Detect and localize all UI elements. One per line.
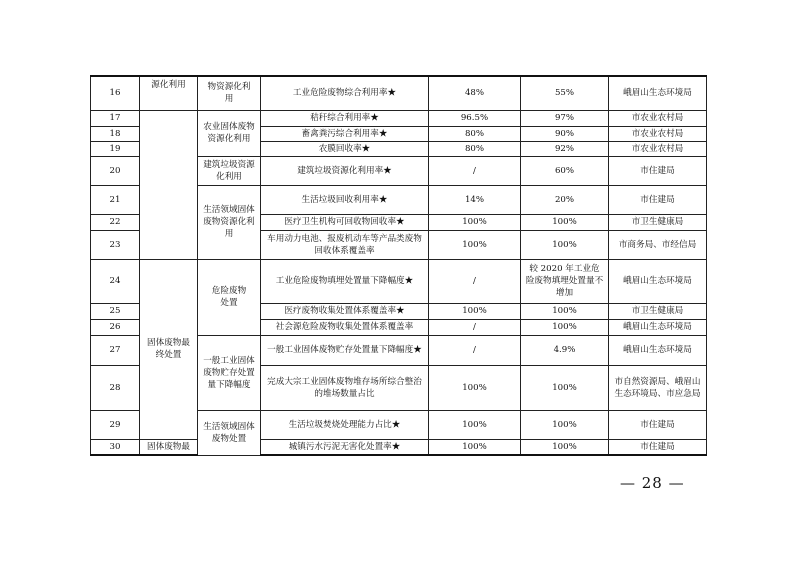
- row-number: 30: [91, 439, 140, 455]
- value-2020: 96.5%: [429, 110, 521, 126]
- department-cell: 峨眉山生态环境局: [609, 259, 707, 303]
- indicator-cell: 畜禽粪污综合利用率★: [261, 126, 429, 141]
- department-cell: 市卫生健康局: [609, 303, 707, 319]
- value-2025-text: 较 2020 年工业危险废物填埋处置量不增加: [525, 264, 604, 298]
- value-2025: 92%: [521, 141, 609, 156]
- value-2025: 97%: [521, 110, 609, 126]
- value-2020: 80%: [429, 141, 521, 156]
- indicator-cell: 建筑垃圾资源化利用率★: [261, 156, 429, 185]
- row-number: 25: [91, 303, 140, 319]
- row-number: 21: [91, 185, 140, 214]
- indicator-cell: 完成大宗工业固体废物堆存场所综合整治的堆场数量占比: [261, 365, 429, 410]
- subcategory-cell: [198, 110, 261, 156]
- department-cell: 市农业农村局: [609, 126, 707, 141]
- value-2025: 100%: [521, 439, 609, 455]
- category-cell: [140, 259, 198, 439]
- value-2020: 100%: [429, 303, 521, 319]
- row-number: 18: [91, 126, 140, 141]
- value-2020: /: [429, 259, 521, 303]
- subcategory-cell: [198, 259, 261, 335]
- subcategory-cell: [198, 156, 261, 185]
- department-cell: 市商务局、市经信局: [609, 230, 707, 259]
- value-2020: 14%: [429, 185, 521, 214]
- value-2020: 100%: [429, 439, 521, 455]
- value-2025: 60%: [521, 156, 609, 185]
- subcategory-label: 建筑垃圾资源化利用: [203, 159, 255, 182]
- department-cell: 市住建局: [609, 410, 707, 439]
- row-number: 17: [91, 110, 140, 126]
- indicator-cell: 生活垃圾回收利用率★: [261, 185, 429, 214]
- category-cell: 源化利用: [140, 76, 198, 110]
- subcategory-cell: [198, 410, 261, 455]
- row-number: 22: [91, 214, 140, 230]
- page-number: — 28 —: [620, 474, 685, 492]
- row-number: 24: [91, 259, 140, 303]
- indicator-cell: 医疗卫生机构可回收物回收率★: [261, 214, 429, 230]
- category-label: 固体废物最终处置: [147, 338, 190, 360]
- value-2020: /: [429, 335, 521, 365]
- indicator-cell: 生活垃圾焚烧处理能力占比★: [261, 410, 429, 439]
- indicator-cell: 医疗废物收集处置体系覆盖率★: [261, 303, 429, 319]
- indicator-cell: 一般工业固体废物贮存处置量下降幅度★: [261, 335, 429, 365]
- table-row: [91, 76, 707, 110]
- row-number: 19: [91, 141, 140, 156]
- subcategory-label: 农业固体废物资源化利用: [203, 122, 255, 144]
- row-number: 27: [91, 335, 140, 365]
- value-2025: 100%: [521, 365, 609, 410]
- indicator-cell: 工业危险废物综合利用率★: [261, 76, 429, 110]
- row-number: 20: [91, 156, 140, 185]
- value-2025: 20%: [521, 185, 609, 214]
- department-cell: 峨眉山生态环境局: [609, 319, 707, 335]
- department-cell: 市住建局: [609, 185, 707, 214]
- category-cell: 固体废物最: [140, 439, 198, 455]
- value-2025: 100%: [521, 303, 609, 319]
- subcategory-label: 生活领域固体废物资源化利用: [203, 205, 255, 239]
- department-cell: 市农业农村局: [609, 110, 707, 126]
- department-cell: 市农业农村局: [609, 141, 707, 156]
- subcategory-cell: [198, 76, 261, 110]
- value-2025: 100%: [521, 319, 609, 335]
- subcategory-label: 一般工业固体废物贮存处置量下降幅度: [203, 355, 255, 390]
- value-2020: /: [429, 156, 521, 185]
- row-number: 26: [91, 319, 140, 335]
- department-cell: 市住建局: [609, 439, 707, 455]
- department-cell: 市住建局: [609, 156, 707, 185]
- value-2025: 4.9%: [521, 335, 609, 365]
- category-cell-empty: [140, 110, 198, 259]
- row-number: 29: [91, 410, 140, 439]
- indicator-table: [90, 75, 707, 456]
- subcategory-cell: [198, 185, 261, 259]
- table-row: [91, 110, 707, 126]
- department-cell: 市自然资源局、峨眉山生态环境局、市应急局: [609, 365, 707, 410]
- row-number: 23: [91, 230, 140, 259]
- indicator-cell: 社会源危险废物收集处置体系覆盖率: [261, 319, 429, 335]
- subcategory-label: 危险废物处置: [211, 286, 247, 308]
- table-row: [91, 439, 707, 455]
- value-2025: [521, 259, 609, 303]
- value-2025: 90%: [521, 126, 609, 141]
- subcategory-cell: [198, 335, 261, 410]
- value-2020: 100%: [429, 214, 521, 230]
- row-number: 16: [91, 76, 140, 110]
- value-2020: 100%: [429, 365, 521, 410]
- department-cell: 峨眉山生态环境局: [609, 335, 707, 365]
- row-number: 28: [91, 365, 140, 410]
- indicator-cell: 城镇污水污泥无害化处置率★: [261, 439, 429, 455]
- value-2025: 55%: [521, 76, 609, 110]
- value-2020: /: [429, 319, 521, 335]
- value-2025: 100%: [521, 214, 609, 230]
- indicator-cell: 农膜回收率★: [261, 141, 429, 156]
- value-2020: 100%: [429, 410, 521, 439]
- department-cell: 峨眉山生态环境局: [609, 76, 707, 110]
- value-2020: 48%: [429, 76, 521, 110]
- department-cell: 市卫生健康局: [609, 214, 707, 230]
- indicator-cell: 工业危险废物填埋处置量下降幅度★: [261, 259, 429, 303]
- value-2020: 100%: [429, 230, 521, 259]
- indicator-cell: 秸秆综合利用率★: [261, 110, 429, 126]
- subcategory-label: 物资源化利用: [207, 82, 251, 105]
- indicator-cell: 车用动力电池、报废机动车等产品类废物回收体系覆盖率: [261, 230, 429, 259]
- value-2020: 80%: [429, 126, 521, 141]
- table-row: [91, 259, 707, 303]
- value-2025: 100%: [521, 410, 609, 439]
- subcategory-label: 生活领域固体废物处置: [203, 421, 255, 444]
- value-2025: 100%: [521, 230, 609, 259]
